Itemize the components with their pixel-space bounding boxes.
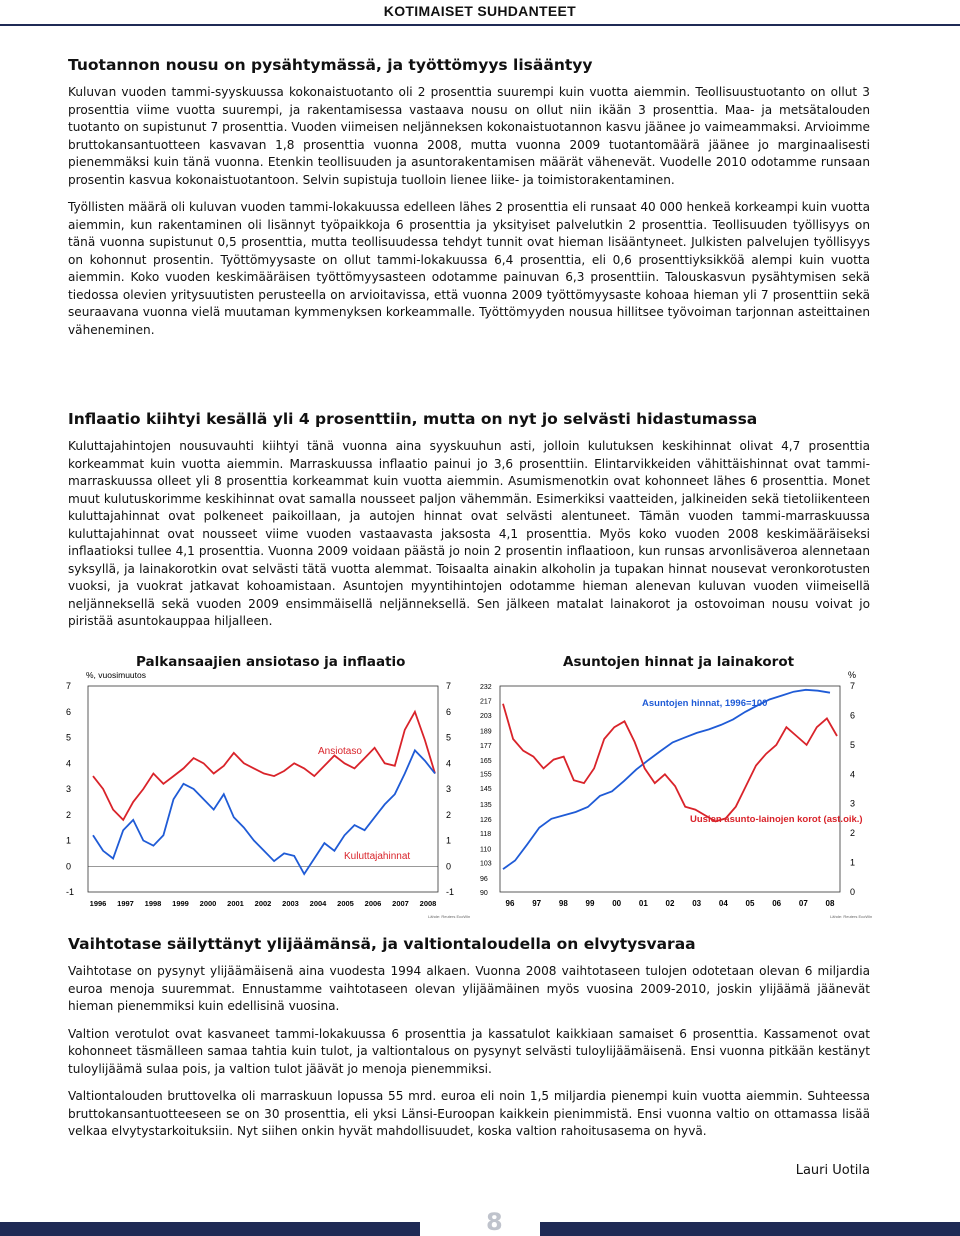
chart1-ytick-right: 6 [446, 706, 452, 717]
chart1-ytick-left: 3 [66, 784, 72, 794]
chart1-series-line-ansiotaso [93, 712, 435, 820]
chart2-xtick: 03 [692, 899, 702, 908]
section-production [68, 56, 870, 349]
chart1-ytick-left: 2 [66, 809, 72, 820]
section-current-account [68, 935, 870, 1151]
chart1-ytick-left: 1 [66, 835, 72, 846]
chart1-xtick: 1997 [117, 899, 134, 908]
chart2-ytick-left: 118 [480, 831, 492, 839]
section3-paragraph2: Valtion verotulot ovat kasvaneet tammi-lokakuussa 6 prosenttia ja kassatulot kaikkiaan samaiset 6 prosenttia. Kassamenot ovat kohonneet täsmälleen samaa tahtia kuin tulot, ja valtiontalous on pysynyt selvästi tuloylijäämäisenä. Ensi vuonna pitkään kestänyt tuloylijäämä sulaa pois, ja valtion tulot jäävät jo menoja pienemmiksi. [68, 1026, 870, 1076]
chart2-xtick: 02 [665, 899, 675, 908]
chart2-svg [470, 652, 880, 927]
chart2-ytick-left: 232 [480, 684, 492, 691]
chart1-ytick-left: 0 [66, 861, 72, 872]
chart2-ytick-left: 177 [480, 742, 492, 750]
chart1-xtick: 2003 [282, 899, 299, 908]
chart1-ytick-right: 3 [446, 784, 452, 794]
chart2-ytick-left: 126 [480, 816, 492, 824]
section3-paragraph3: Valtiontalouden bruttovelka oli marraskuun lopussa 55 mrd. euroa eli noin 1,5 miljardia pienempi kuin vuotta aiemmin. Suhteessa bruttokansantuotteeseen se on 30 prosenttia, eli yksi Länsi-Euroopan kaikkein pienimmistä. Ensi vuonna valtio on ottamassa lisää velkaa elvytystarkoituksiin. Nyt siihen onkin hyvät mahdollisuudet, koska valtion rahoitusasema on hyvä. [68, 1089, 870, 1138]
chart1-xtick: 2005 [337, 899, 354, 908]
chart1-xtick: 2007 [392, 899, 409, 908]
chart2-xtick: 00 [612, 899, 622, 908]
chart1-xtick: 2002 [254, 899, 272, 908]
chart1-ytick-right: 0 [446, 861, 452, 872]
chart2-label-hinnat: Asuntojen hinnat, 1996=100 [642, 698, 768, 709]
chart2-label-korot: Uusien asunto-lainojen korot (ast.oik.) [690, 814, 863, 825]
chart2-ytick-right: 4 [850, 769, 856, 780]
chart1-label-kuluttajahinnat: Kuluttajahinnat [344, 851, 411, 862]
chart1-ytick-right: -1 [446, 887, 455, 897]
chart2-ytick-right: 0 [850, 887, 856, 897]
chart2-xtick: 98 [558, 899, 568, 908]
author-signature: Lauri Uotila [795, 1163, 870, 1178]
chart2-xtick: 05 [745, 899, 755, 908]
chart1-xtick: 2001 [227, 899, 244, 908]
chart1-ytick-right: 2 [446, 809, 452, 820]
page-header [0, 0, 960, 24]
chart1-xtick: 2006 [364, 899, 382, 908]
chart2-ytick-right: 1 [850, 857, 856, 868]
chart2-ytick-right: 5 [850, 739, 856, 750]
chart2-title: Asuntojen hinnat ja lainakorot [563, 654, 795, 670]
chart1-title: Palkansaajien ansiotaso ja inflaatio [136, 654, 406, 670]
chart2-ytick-right: 7 [850, 681, 856, 691]
header-rule [0, 24, 960, 26]
chart2-ytick-right: 2 [850, 828, 856, 839]
chart2-ytick-left: 165 [480, 758, 492, 766]
chart2-xtick: 96 [505, 899, 515, 908]
chart1-ytick-left: 4 [66, 758, 72, 769]
page-number: 8 [486, 1208, 503, 1236]
chart-wages-inflation [58, 652, 471, 927]
header-title: KOTIMAISET SUHDANTEET [383, 3, 576, 19]
chart2-ytick-left: 96 [480, 875, 488, 883]
chart1-ytick-left: 6 [66, 706, 72, 717]
footer-bar [0, 1188, 960, 1236]
section3-paragraph1: Vaihtotase on pysynyt ylijäämäisenä aina vuodesta 1994 alkaen. Vuonna 2008 vaihtotaseen tulojen odotetaan olevan 6 miljardia euroa menoja suuremmat. Ennustamme vaihtotaseen olevan ylijäämäinen myös vuosina 2009-2010, joskin ylijäämä jäänevät hieman pienemmiksi kuin edellisinä vuosina. [68, 964, 870, 1013]
chart2-ytick-left: 103 [480, 860, 492, 868]
chart1-ytick-left: 5 [66, 732, 72, 743]
chart2-xtick: 08 [825, 899, 835, 908]
chart1-ytick-right: 5 [446, 732, 452, 743]
section2-paragraph1: Kuluttajahintojen nousuvauhti kiihtyi tänä vuonna aina syyskuuhun asti, jolloin kulutuksen keskihinnat olivat 4,7 prosenttia korkeammat kuin vuotta aiemmin. Marraskuussa inflaatio painui jo 3,6 prosenttiin. Elintarvikkeiden vähittäishinnat ovat tammi-marraskuussa olleet yli 8 prosenttia korkeammat kuin vuotta aiemmin. Asumismenotkin ovat kohonneet lähes 6 prosenttia. Monet muut kulutuskorimme keskihinnat ovat samalla nousseet paljon vähemmän. Esimerkiksi vaatteiden, jalkineiden sekä tietoliikenteen kuluttajahinnat ovat polkeneet paikoillaan, ja autojen hinnat ovat selvästi alentuneet. Tämän vuoden tammi-marraskuussa kuluttajahinnat ovat nousseet viime vuoden vastaavasta jaksosta 4,1 prosenttia. Myös koko vuoden 2008 keskimääräiseksi inflaatioksi tullee 4,1 prosenttia. Vuonna 2009 voidaan päästä jo noin 2 prosentin inflaatioon, kun runsas arvonlisäveroa alennetaan syksyllä, ja lainakorotkin ovat selvästi tätä vuotta alemmat. Toisaalta ainakin alkoholin ja tupakan hinnat nousevat veronkorotusten vuoksi, ja vuokrat jatkavat kohoamistaan. Asuntojen myyntihintojen odotamme hieman alenevan kuluvan vuoden viimeisellä neljänneksellä sekä vuoden 2009 ensimmäisellä neljänneksellä. Sen jälkeen matalat lainakorot ja ostovoiman nousu voivat jo piristää asuntokauppaa hiljalleen. [68, 439, 870, 628]
chart1-ytick-left: 7 [66, 681, 72, 691]
chart1-svg [58, 652, 471, 927]
chart2-xtick: 97 [532, 899, 542, 908]
chart2-ytick-left: 110 [480, 846, 492, 854]
chart2-ytick-left: 203 [480, 713, 492, 721]
chart2-ytick-left: 189 [480, 728, 492, 736]
section1-paragraph2: Työllisten määrä oli kuluvan vuoden tammi-lokakuussa edelleen lähes 2 prosenttia eli runsaat 40 000 henkeä korkeampi kuin vuotta aiemmin, kun rakentaminen oli lisännyt työpaikkoja 6 prosenttia ja yksityiset palvelutkin 2 prosenttia. Teollisuuden työllisyys on tänä vuonna supistunut 0,5 prosenttia, mutta teollisuudessa tehdyt tunnit ovat hieman lisääntyneet. Julkisten palvelujen työllisyys on kohonnut prosentin. Työttömyysaste on ollut tammi-lokakuussa 6,4 prosenttia, eli 0,6 prosenttiyksikköä alempi kuin vuotta aiemmin. Koko vuoden keskimääräisen työttömyysasteen odotamme painuvan 6,3 prosenttiin. Talouskasvun pysähtymisen sekä tiedossa olevien yritysuutisten perusteella on arvioitavissa, että vuonna 2009 työttömyysaste kohoaa hieman yli 7 prosenttiin sekä seuraavana vuonna vielä muutaman kymmenyksen korkeammalle. Työttömyyden nousua hillitsee työvoiman tarjonnan asteittainen väheneminen. [68, 200, 870, 337]
section-inflation [68, 410, 870, 641]
chart2-xtick: 07 [798, 899, 808, 908]
chart1-xtick: 1996 [89, 899, 107, 908]
chart-housing-rates [470, 652, 880, 927]
chart1-xtick: 2000 [199, 899, 217, 908]
chart1-ytick-right: 1 [446, 835, 452, 846]
chart2-ylabel-right: % [848, 670, 857, 680]
chart1-ytick-right: 4 [446, 758, 452, 769]
chart2-source: Lähde: Reuters EcoWin [830, 914, 873, 919]
chart2-xtick: 99 [585, 899, 595, 908]
chart2-xtick: 06 [772, 899, 782, 908]
chart1-ylabel: %, vuosimuutos [86, 670, 146, 680]
chart1-xtick: 2004 [309, 899, 327, 908]
chart2-xtick: 01 [638, 899, 648, 908]
chart1-ytick-right: 7 [446, 681, 452, 691]
chart1-label-ansiotaso: Ansiotaso [318, 746, 362, 757]
chart1-source: Lähde: Reuters EcoWin [428, 914, 471, 919]
chart2-plot-frame [500, 686, 840, 892]
chart1-xtick: 1998 [144, 899, 162, 908]
chart2-ytick-left: 145 [480, 786, 492, 794]
section3-heading: Vaihtotase säilyttänyt ylijäämänsä, ja valtiontaloudella on elvytysvaraa [68, 935, 696, 953]
chart2-ytick-left: 135 [480, 801, 492, 809]
chart2-series-line-korot [503, 704, 837, 822]
chart1-xtick: 2008 [419, 899, 437, 908]
chart2-series-line-hinnat [503, 690, 830, 869]
chart2-ytick-left: 217 [480, 698, 492, 706]
section1-heading: Tuotannon nousu on pysähtymässä, ja työttömyys lisääntyy [68, 56, 593, 74]
chart2-xtick: 04 [718, 899, 728, 908]
chart2-ytick-left: 155 [480, 771, 492, 779]
chart2-ytick-left: 90 [480, 890, 488, 897]
chart1-xtick: 1999 [172, 899, 189, 908]
chart1-ytick-left: -1 [66, 887, 75, 897]
chart2-ytick-right: 6 [850, 710, 856, 721]
chart2-ytick-right: 3 [850, 798, 856, 809]
section1-paragraph1: Kuluvan vuoden tammi-syyskuussa kokonaistuotanto oli 2 prosenttia suurempi kuin vuotta aiemmin. Teollisuustuotanto on ollut 3 prosenttia viime vuotta suurempi, ja rakentamisessa vastaava nousu on ollut niin ikään 3 prosenttia. Maa- ja metsätalouden tuotanto on supistunut 7 prosenttia. Vuoden viimeisen neljänneksen kokonaistuotannon kasvu jäänee jo vaimeammaksi. Arvioimme bruttokansantuotteen kasvavan 1,8 prosenttia vuonna 2008, mutta vuonna 2009 tuotantomäärä jäänee jo marginaalisesti pienemmäksi kuin tänä vuonna. Etenkin teollisuuden ja asuntorakentamisen määrät vähenevät. Vuodelle 2010 odotamme runsaan prosentin kasvua kokonaistuotantoon. Selvin supistuja tuolloin lienee liike- ja toimistorakentaminen. [68, 85, 870, 187]
section2-heading: Inflaatio kiihtyi kesällä yli 4 prosenttiin, mutta on nyt jo selvästi hidastumassa [68, 410, 758, 428]
